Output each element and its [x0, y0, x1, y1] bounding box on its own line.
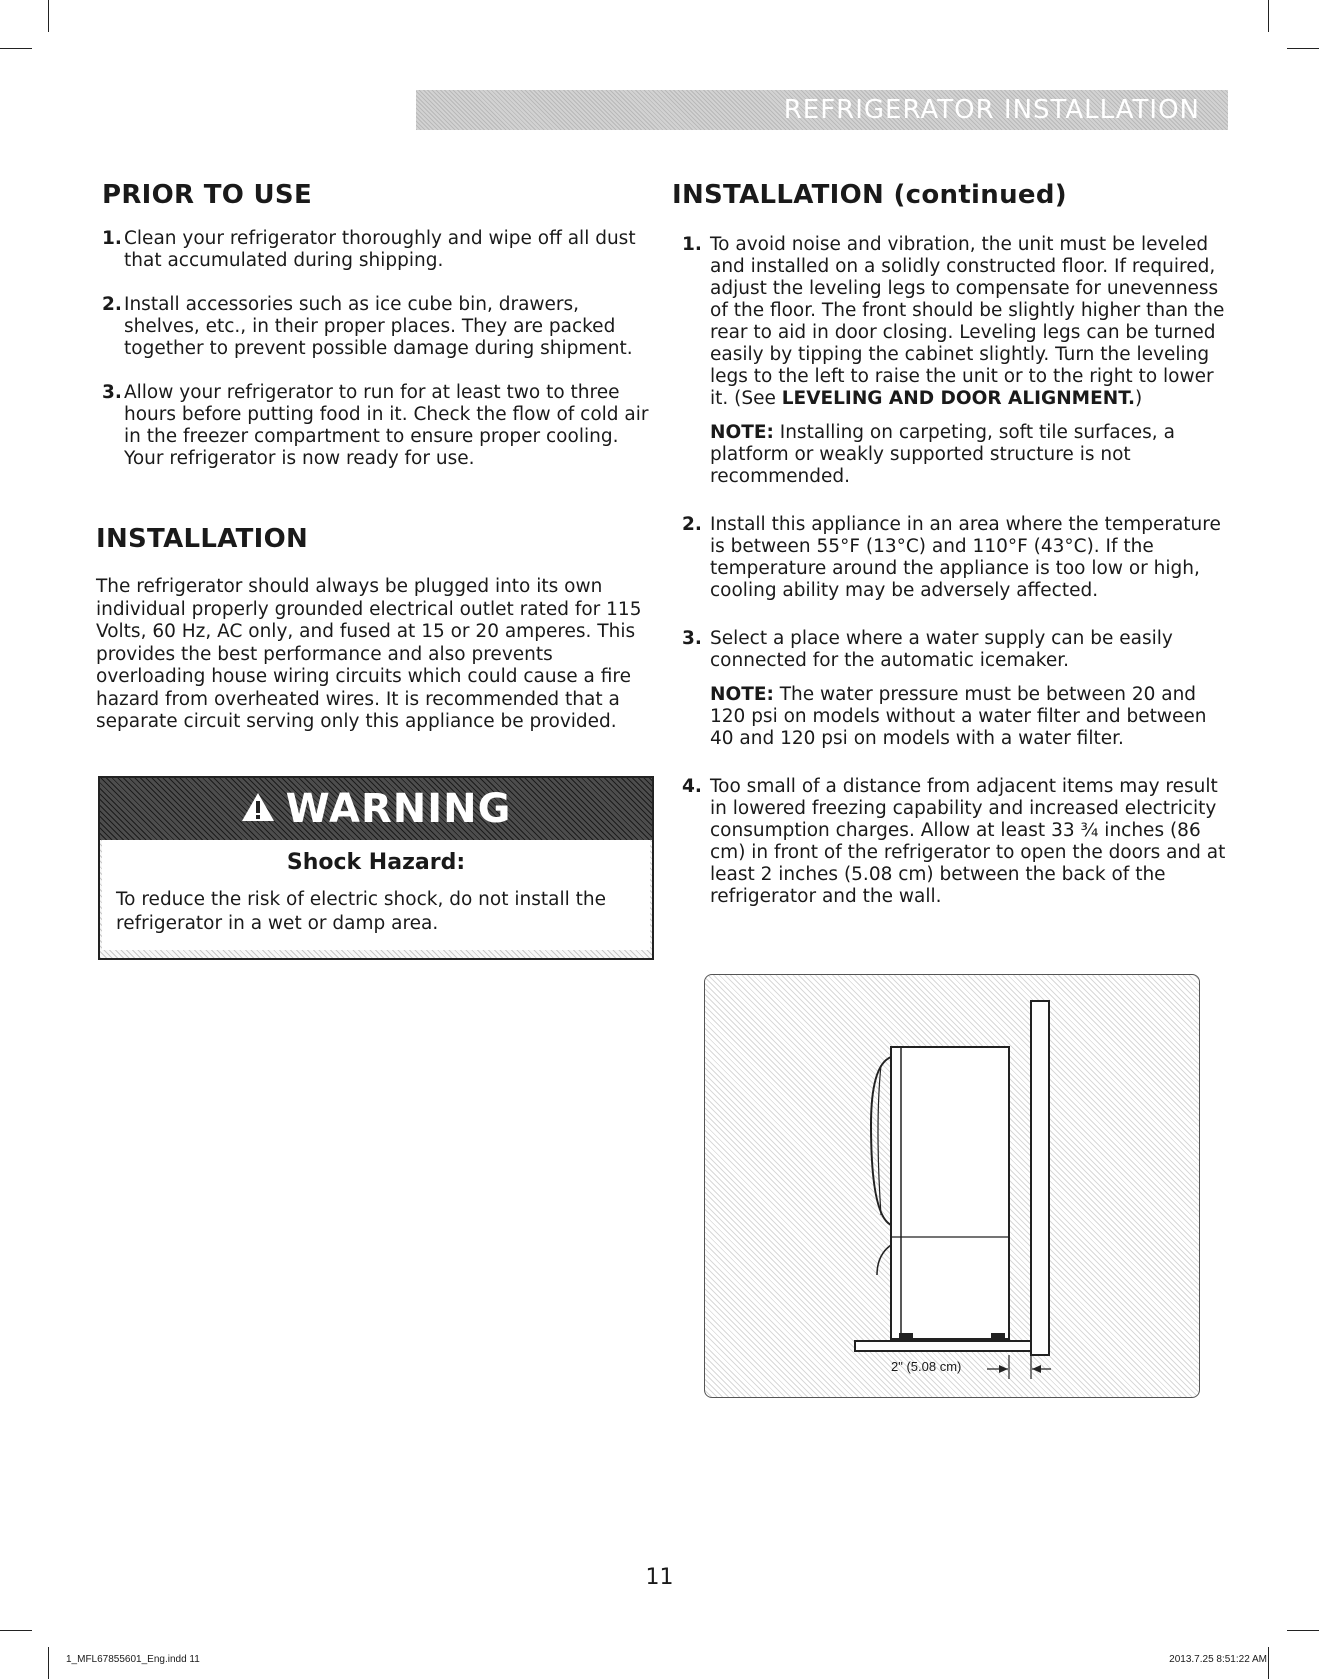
section-header-title: REFRIGERATOR INSTALLATION: [783, 95, 1200, 125]
crop-mark: [48, 1647, 49, 1679]
floor: [855, 1341, 1031, 1351]
list-item-text: Too small of a distance from adjacent items may result in lowered freezing capability and increased electricity consumption charges. Allow at least 33 ¾ inches (86 cm) in front of the refrigerator to open the doors and at least 2 inches (5.08 cm) between the back of the refrigerator and the wall.: [710, 776, 1226, 907]
crop-mark: [0, 48, 32, 49]
list-item: [682, 234, 1230, 488]
door-handle: [871, 1057, 891, 1225]
crop-mark: [1287, 48, 1319, 49]
list-number: 3.: [102, 382, 122, 403]
list-item-text: To avoid noise and vibration, the unit must be leveled and installed on a solidly constructed floor. If required, adjust the leveling legs to compensate for unevenness of the floor. The front should be slightly higher than the rear to aid in door closing. Leveling legs can be turned easily by tipping the cabinet slightly. Turn the leveling legs to the left to raise the unit or to the right to lower it. (See: [710, 234, 1225, 409]
note: [710, 422, 1230, 488]
installation-continued-heading: INSTALLATION (continued): [672, 180, 1067, 210]
list-number: 4.: [682, 776, 702, 797]
warning-title: WARNING: [285, 786, 512, 832]
installation-heading: INSTALLATION: [96, 524, 309, 554]
wall: [1031, 1001, 1049, 1355]
crop-mark: [48, 0, 49, 32]
list-item-text: Install this appliance in an area where the temperature is between 55°F (13°C) and 110°F (43°C). If the temperature around the appliance is too low or high, cooling ability may be adversely affected.: [710, 514, 1221, 601]
list-item: [102, 382, 650, 470]
footer-timestamp: 2013.7.25 8:51:22 AM: [1169, 1654, 1267, 1665]
clearance-diagram: [704, 974, 1200, 1398]
list-item: [682, 514, 1230, 602]
crop-mark: [1268, 1647, 1269, 1679]
note-text: Installing on carpeting, soft tile surfaces, a platform or weakly supported structure is not recommended.: [710, 422, 1175, 487]
list-number: 1.: [682, 234, 702, 255]
warning-content: [102, 840, 650, 950]
warning-text: To reduce the risk of electric shock, do not install the refrigerator in a wet or damp area.: [116, 889, 606, 934]
ref-close: ): [1135, 388, 1143, 409]
list-item: [102, 228, 650, 272]
list-number: 2.: [682, 514, 702, 535]
list-item-text: Select a place where a water supply can be easily connected for the automatic icemaker.: [710, 628, 1173, 671]
note: [710, 684, 1230, 750]
clearance-illustration: [705, 975, 1201, 1399]
warning-subtitle: Shock Hazard:: [286, 850, 466, 875]
refrigerator-cabinet: [891, 1047, 1009, 1339]
prior-to-use-heading: PRIOR TO USE: [102, 180, 313, 210]
list-item-text: Clean your refrigerator thoroughly and wipe off all dust that accumulated during shipping.: [124, 228, 636, 271]
list-item-text: Allow your refrigerator to run for at least two to three hours before putting food in it. Check the flow of cold air in the freezer compartment to ensure proper cooling. Your refrigerator is now ready for use.: [124, 382, 649, 469]
installation-continued-items: [682, 234, 1230, 908]
crop-mark: [1268, 0, 1269, 32]
cross-reference: LEVELING AND DOOR ALIGNMENT.: [781, 388, 1136, 409]
crop-mark: [0, 1630, 32, 1631]
note-label: NOTE:: [710, 422, 774, 443]
warning-header: [100, 778, 652, 840]
crop-mark: [1287, 1630, 1319, 1631]
section-header-bar: [416, 90, 1228, 130]
list-item-text: Install accessories such as ice cube bin, drawers, shelves, etc., in their proper places. They are packed together to prevent possible damage during shipment.: [124, 294, 633, 359]
list-number: 1.: [102, 228, 122, 249]
list-item: [102, 294, 650, 360]
note-text: The water pressure must be between 20 and 120 psi on models without a water filter and between 40 and 120 psi on models with a water filter.: [710, 684, 1207, 749]
list-item: [682, 628, 1230, 750]
prior-to-use-list: [102, 228, 650, 470]
note-label: NOTE:: [710, 684, 774, 705]
warning-triangle-icon: [241, 792, 275, 826]
list-number: 2.: [102, 294, 122, 315]
installation-body: The refrigerator should always be plugged into its own individual properly grounded electrical outlet rated for 115 Volts, 60 Hz, AC only, and fused at 15 or 20 amperes. This provides the best performance and also prevents overloading house wiring circuits which could cause a fire hazard from overheated wires. It is recommended that a separate circuit serving only this appliance be provided.: [96, 576, 642, 732]
list-number: 3.: [682, 628, 702, 649]
warning-box: [98, 776, 654, 960]
clearance-label: 2" (5.08 cm): [891, 1359, 962, 1374]
footer-file-info: 1_MFL67855601_Eng.indd 11: [66, 1654, 200, 1665]
list-item: [682, 776, 1230, 908]
page-number: 11: [645, 1565, 674, 1590]
